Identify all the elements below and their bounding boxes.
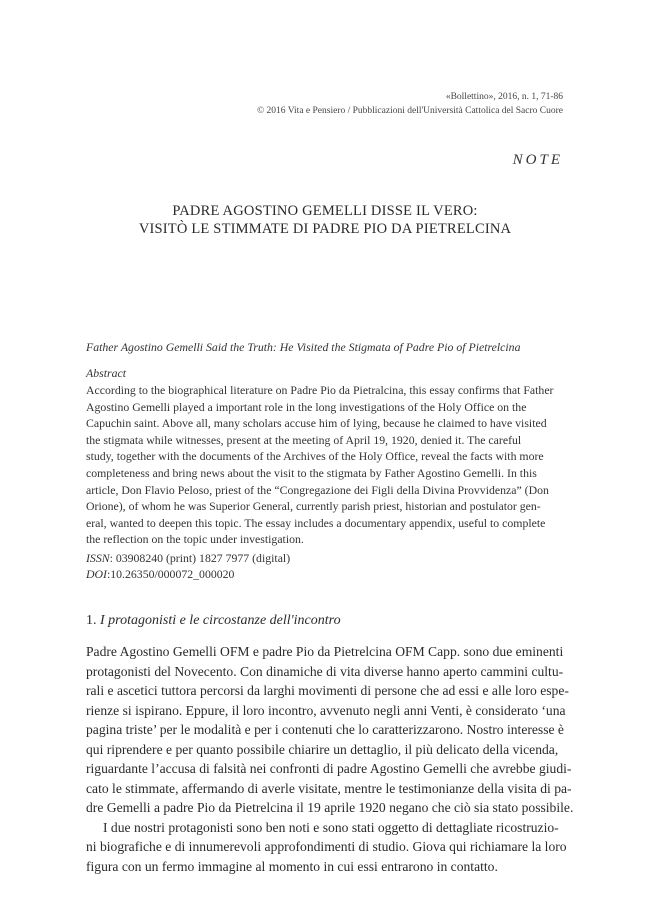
issn-value: : 03908240 (print) 1827 7977 (digital) [109,551,291,565]
body-line: protagonisti del Novecento. Con dinamiche di vita diverse hanno aperto cammini cultu- [86,663,564,679]
body-line: pagina triste’ per le modalità e per i contenuti che lo caratterizzarono. Nostro interesse è [86,722,564,737]
issn-label: ISSN [86,551,110,565]
issn-line [86,551,566,566]
article-title-line-1: PADRE AGOSTINO GEMELLI DISSE IL VERO: [172,203,478,219]
section-heading [86,613,341,629]
english-title: Father Agostino Gemelli Said the Truth: He Visited the Stigmata of Padre Pio of Pietrelcina [86,340,521,354]
abstract-line: article, Don Flavio Peloso, priest of the “Congregazione dei Figli della Divina Provvidenza” (Don [86,482,549,497]
body-line: riguardante l’accusa di falsità nei confronti di padre Agostino Gemelli che avrebbe giudi- [86,761,572,776]
body-line: Padre Agostino Gemelli OFM e padre Pio da Pietrelcina OFM Capp. sono due eminenti [86,644,564,659]
section-number: 1. [86,613,97,628]
doi-label: DOI [86,567,107,581]
abstract-line: Agostino Gemelli played a important role in the long investigations of the Holy Office on the [86,399,527,414]
body-line: rienze si ispirano. Eppure, il loro incontro, avvenuto negli anni Venti, è considerato ‘una [86,702,566,718]
section-label: NOTE [512,152,563,168]
copyright-line: © 2016 Vita e Pensiero / Pubblicazioni dell'Università Cattolica del Sacro Cuore [256,106,563,116]
body-line: qui riprendere e per quanto possibile chiarire un dettaglio, il più delicato della vicenda, [86,741,559,757]
article-title-line-2: VISITÒ LE STIMMATE DI PADRE PIO DA PIETRELCINA [138,221,512,237]
journal-citation: «Bollettino», 2016, n. 1, 71-86 [445,92,563,102]
section-title: I protagonisti e le circostanze dell'incontro [100,613,341,628]
body-line: figura con un fermo immagine al momento in cui essi entrarono in contatto. [86,858,498,874]
body-line: rali e ascetici tuttora percorsi da larghi movimenti di persone che ad essi e alle loro espe- [86,683,569,698]
abstract-line: eral, wanted to deepen this topic. The essay includes a documentary appendix, useful to complete [86,515,546,530]
doi-value: :10.26350/000072_000020 [106,567,235,581]
doi-line [86,567,566,582]
body-line: cato le stimmate, affermando di averle visitate, mentre le testimonianze della visita di pa- [86,780,572,796]
abstract-line: Orione), of whom he was Superior General, currently parish priest, historian and postulator gen- [86,499,541,514]
abstract-line: According to the biographical literature on Padre Pio da Pietralcina, this essay confirms that Father [86,383,554,397]
abstract-line: the stigmata while witnesses, present at the meeting of April 19, 1920, denied it. The careful [86,432,522,447]
abstract-body [86,382,566,548]
body-line: I due nostri protagonisti sono ben noti e sono stati oggetto di dettagliate ricostruzio- [103,819,559,835]
abstract-line: completeness and bring news about the visit to the stigmata by Father Agostino Gemelli. In this [86,465,537,480]
abstract-line: Capuchin saint. Above all, many scholars accuse him of lying, because he claimed to have visited [86,416,547,431]
body-line: dre Gemelli a padre Pio da Pietrelcina il 19 aprile 1920 negano che ciò sia stato possibile. [86,800,574,815]
body-text [86,642,574,876]
abstract-heading: Abstract [86,366,126,380]
body-line: ni biografiche e di innumerevoli approfondimenti di studio. Giova qui richiamare la loro [86,839,567,854]
abstract-line: the reflection on the topic under investigation. [86,532,304,547]
abstract-line: study, together with the documents of the Archives of the Holy Office, reveal the facts with more [86,449,544,464]
